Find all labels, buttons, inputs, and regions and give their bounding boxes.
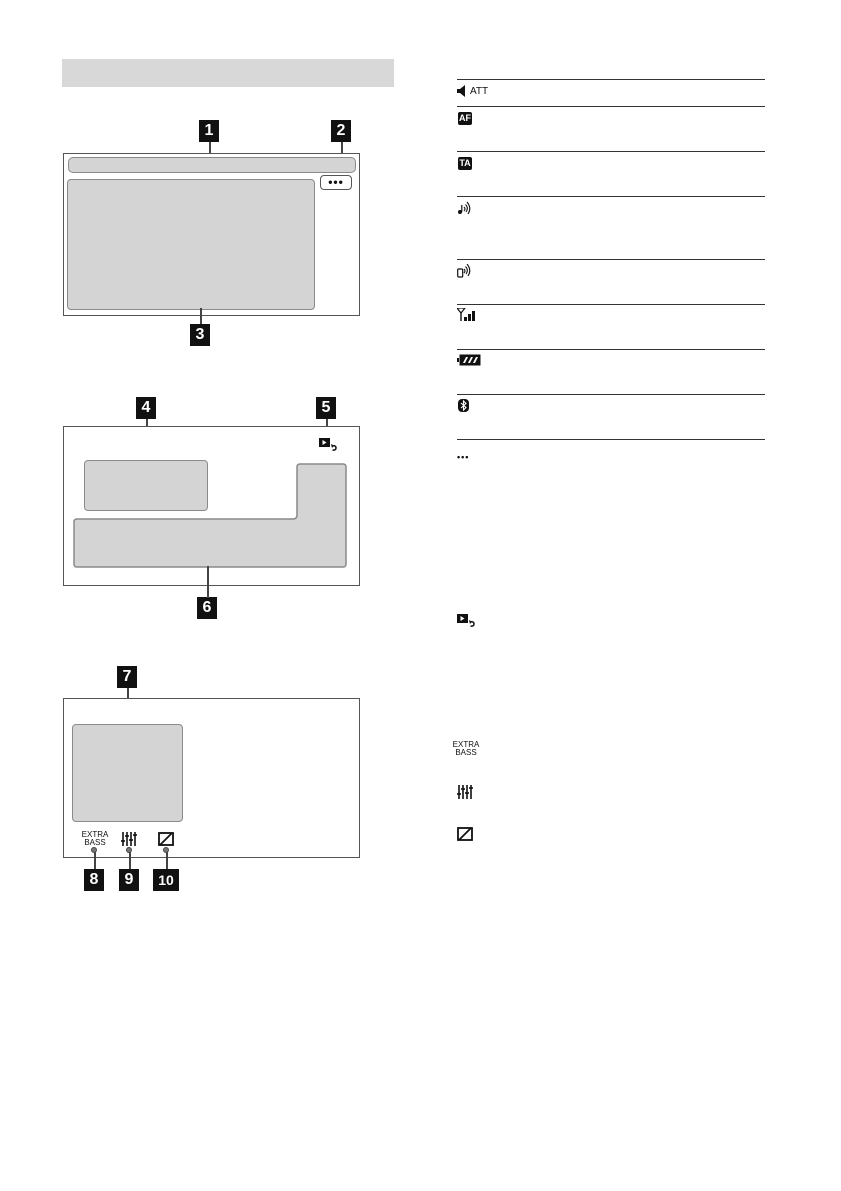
more-icon: ••• (328, 175, 344, 189)
callout-3-leader (200, 308, 202, 325)
display-off-icon[interactable] (158, 832, 174, 846)
table-rule (457, 349, 765, 350)
display-off-icon (457, 827, 473, 841)
info-display-area (72, 463, 348, 569)
bluetooth-audio-icon (457, 201, 471, 215)
more-icon: ••• (457, 452, 470, 462)
callout-10: 10 (154, 870, 178, 890)
callout-10-leader (166, 852, 168, 870)
bluetooth-icon (458, 399, 469, 412)
battery-icon (457, 354, 481, 366)
callout-8-leader (94, 852, 96, 870)
phone-connection-icon (457, 264, 471, 278)
table-rule (457, 439, 765, 440)
callout-7: 7 (118, 667, 136, 687)
main-display-area (67, 179, 315, 310)
table-rule (457, 304, 765, 305)
callout-6-leader-2 (207, 584, 209, 598)
source-return-icon (457, 613, 477, 627)
att-indicator (457, 84, 488, 98)
table-rule (457, 79, 765, 80)
att-label: ATT (470, 85, 489, 97)
callout-6: 6 (198, 598, 216, 618)
callout-9-leader (129, 852, 131, 870)
callout-9: 9 (120, 870, 138, 890)
table-rule (457, 151, 765, 152)
extra-bass-indicator: EXTRA BASS (452, 740, 480, 757)
ta-indicator: TA (459, 158, 471, 168)
callout-8: 8 (85, 870, 103, 890)
artwork-area (72, 724, 183, 822)
callout-6-leader (207, 566, 209, 584)
callout-2: 2 (332, 121, 350, 141)
equalizer-icon (457, 785, 473, 799)
source-return-icon[interactable] (319, 437, 339, 451)
callout-3: 3 (191, 325, 209, 345)
callout-5: 5 (317, 398, 335, 418)
equalizer-icon[interactable] (121, 832, 137, 846)
table-rule (457, 259, 765, 260)
callout-4: 4 (137, 398, 155, 418)
signal-strength-icon (457, 308, 475, 321)
top-status-bar (68, 157, 356, 173)
table-rule (457, 394, 765, 395)
table-rule (457, 196, 765, 197)
speaker-icon (457, 85, 467, 97)
section-title-bar (62, 59, 394, 87)
extra-bass-button[interactable]: EXTRA BASS (81, 830, 109, 847)
callout-1: 1 (200, 121, 218, 141)
table-rule (457, 106, 765, 107)
af-indicator: AF (459, 113, 471, 123)
more-button[interactable] (320, 175, 352, 190)
